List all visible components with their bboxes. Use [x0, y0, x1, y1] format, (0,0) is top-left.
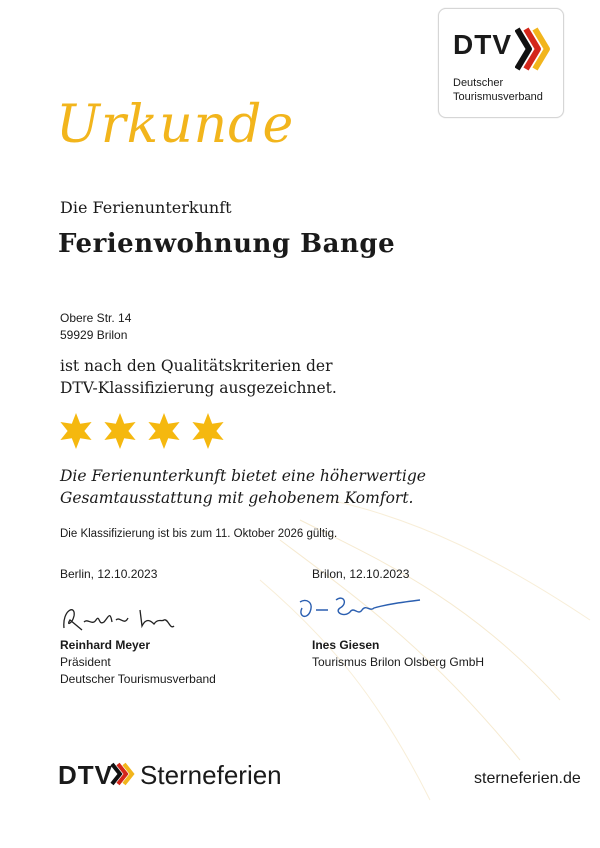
description-line-2: Gesamtausstattung mit gehobenem Komfort. [60, 489, 414, 507]
certificate-title: Urkunde [56, 95, 295, 155]
star-icon [60, 413, 91, 449]
validity-text: Die Klassifizierung ist bis zum 11. Oktober 2026 gültig. [60, 528, 338, 540]
place-date-left: Berlin, 12.10.2023 [60, 567, 158, 581]
logo-line-1: Deutscher [453, 77, 504, 89]
chevrons-logo-icon [515, 27, 551, 71]
footer-dtv-text: DTV [58, 760, 113, 790]
star-icon [148, 413, 179, 449]
statement-line-1: ist nach den Qualitätskriterien der [60, 357, 333, 375]
star-icon [104, 413, 135, 449]
property-name: Ferienwohnung Bange [58, 229, 396, 259]
signature-left [58, 600, 188, 636]
signature-right [292, 592, 432, 626]
star-icon [192, 413, 223, 449]
signatory-left-org: Deutscher Tourismusverband [60, 672, 216, 686]
signatory-right-role: Tourismus Brilon Olsberg GmbH [312, 655, 485, 669]
intro-text: Die Ferienunterkunft [60, 198, 232, 217]
address-street: Obere Str. 14 [60, 311, 132, 325]
statement-line-2: DTV-Klassifizierung ausgezeichnet. [60, 379, 337, 397]
logo-line-2: Tourismusverband [453, 91, 543, 103]
dtv-logo [438, 8, 564, 118]
footer-chevrons-icon [110, 762, 136, 786]
star-rating [58, 413, 234, 454]
address-city: 59929 Brilon [60, 328, 128, 342]
place-date-right: Brilon, 12.10.2023 [312, 567, 410, 581]
description-line-1: Die Ferienunterkunft bietet eine höherwertige [60, 467, 426, 485]
logo-brand-text: DTV [453, 29, 512, 60]
signatory-right-name: Ines Giesen [312, 638, 380, 652]
signatory-left-name: Reinhard Meyer [60, 638, 151, 652]
footer-url: sterneferien.de [474, 770, 581, 787]
footer-brand-name: Sterneferien [140, 760, 282, 790]
signatory-left-role: Präsident [60, 655, 111, 669]
